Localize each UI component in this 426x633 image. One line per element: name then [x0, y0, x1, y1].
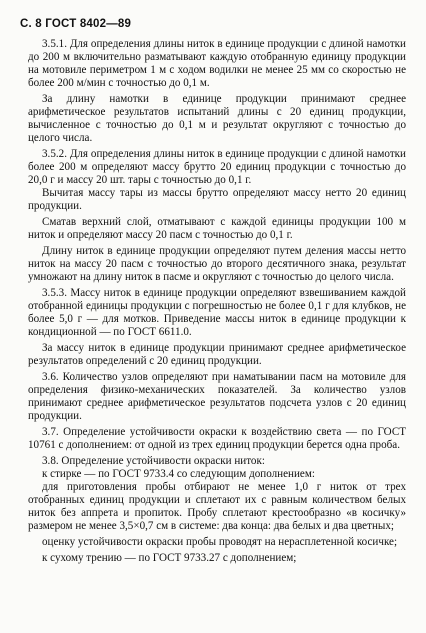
document-body: [28, 38, 406, 568]
paragraph-3-6: 3.6. Количество узлов определяют при наматывании пасм на мотовиле для определения физико-механических показателей. За количество узлов принимают среднее арифметическое результатов подсчета узлов с 20 единиц продукции.: [28, 371, 406, 422]
paragraph-washing: к стирке — по ГОСТ 9733.4 со следующим дополнением:: [42, 468, 315, 480]
paragraph-3-5-1: 3.5.1. Для определения длины ниток в единице продукции с длиной намотки до 200 м включительно разматывают каждую отобранную единицу продукции на мотовиле периметром 1 м с ходом водилки не менее 25 мм со скоростью не более 200 м/мин с точностью до 0,1 м.: [28, 38, 406, 89]
paragraph-3-5-3: 3.5.3. Массу ниток в единице продукции определяют взвешиванием каждой отобранной единицы продукции с погрешностью не более 0,1 г для клубков, не более 5,0 г — для мотков. Приведение массы ниток в единице продукции к кондиционной — по ГОСТ 6611.0.: [28, 287, 406, 338]
paragraph-3-7: 3.7. Определение устойчивости окраски к воздействию света — по ГОСТ 10761 с дополнением: от одной из трех единиц продукции берется одна проба.: [28, 426, 406, 451]
page-header: С. 8 ГОСТ 8402—89: [20, 18, 132, 30]
paragraph-assessment: оценку устойчивости окраски пробы проводят на нерасплетенной косичке;: [42, 536, 398, 548]
paragraph-3-8: 3.8. Определение устойчивости окраски ниток:: [42, 455, 265, 467]
paragraph-mass-average: За массу ниток в единице продукции принимают среднее арифметическое результатов определений с 20 единиц продукции.: [28, 342, 406, 367]
paragraph-top-layer: Сматав верхний слой, отматывают с каждой единицы продукции 100 м ниток и определяют массу 20 пасм с точностью до 0,1 г.: [28, 216, 406, 241]
paragraph-dry-rubbing: к сухому трению — по ГОСТ 9733.27 с дополнением;: [42, 552, 297, 564]
paragraph-net-mass: Вычитая массу тары из массы брутто определяют массу нетто 20 единиц продукции.: [28, 187, 406, 212]
paragraph-3-5-2: 3.5.2. Для определения длины ниток в единице продукции с длиной намотки более 200 м определяют массу брутто 20 единиц продукции с точностью до 20,0 г и массу 20 шт. тары с точностью до 0,1 г.: [28, 148, 406, 186]
paragraph-sample-preparation: для приготовления пробы отбирают не менее 1,0 г ниток от трех отобранных единиц продукции и сплетают их с равным количеством белых ниток без аппрета и пропиток. Пробу сплетают крестообразно «в косичку» размером не менее 3,5×0,7 см в системе: два конца: два белых и два цветных;: [28, 481, 406, 532]
paragraph-length-average: За длину намотки в единице продукции принимают среднее арифметическое результатов испытаний длины с 20 единиц продукции, вычисленное с точностью до 0,1 м и результат округляют с точностью до целого числа.: [28, 93, 406, 144]
paragraph-length-calculation: Длину ниток в единице продукции определяют путем деления массы нетто ниток на массу 20 пасм с точностью до второго десятичного знака, результат умножают на длину ниток в пасме и округляют с точностью до целого числа.: [28, 245, 406, 283]
